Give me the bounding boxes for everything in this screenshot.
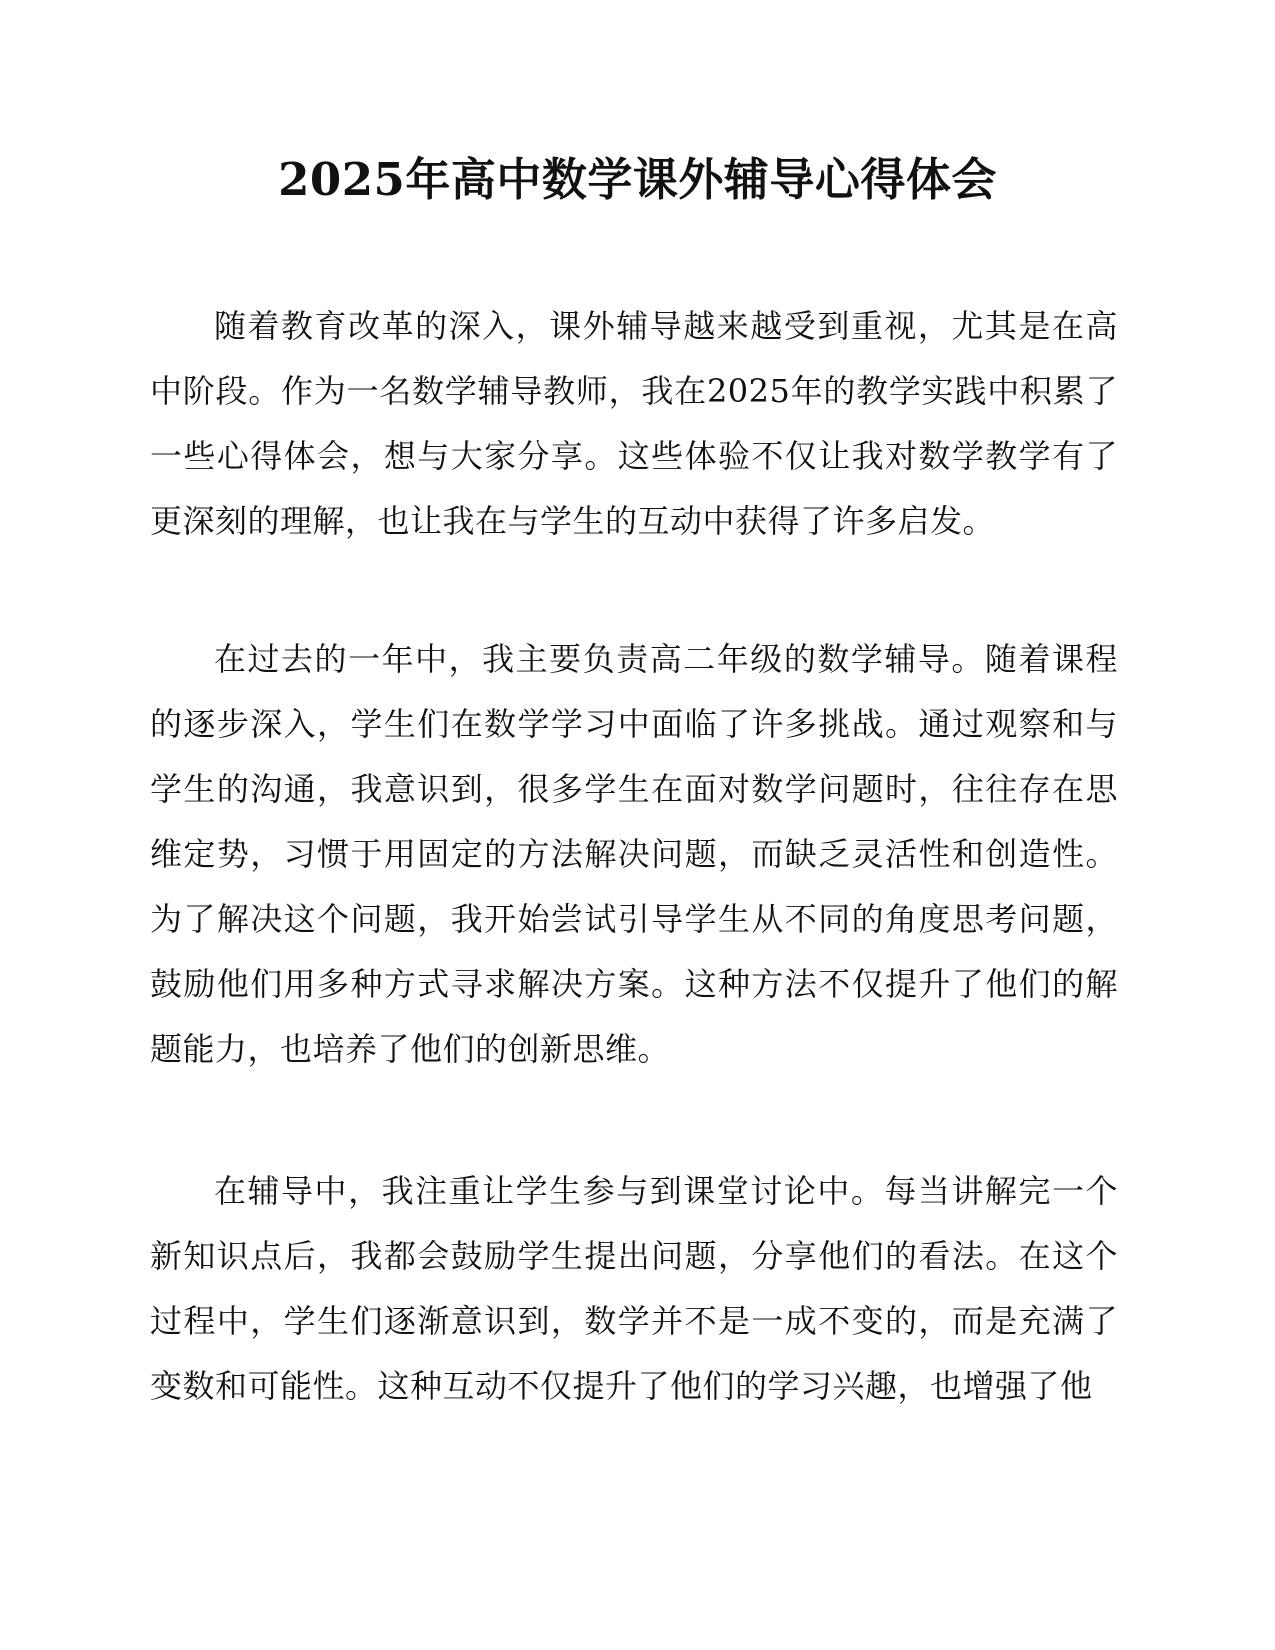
document-title: 2025年高中数学课外辅导心得体会 bbox=[278, 153, 997, 206]
paragraph-3: 在辅导中，我注重让学生参与到课堂讨论中。每当讲解完一个新知识点后，我都会鼓励学生提出问题，分享他们的看法。在这个过程中，学生们逐渐意识到，数学并不是一成不变的，而是充满了变数和可能性。这种互动不仅提升了他们的学习兴趣，也增强了他 bbox=[150, 1172, 1118, 1405]
paragraph-1: 随着教育改革的深入，课外辅导越来越受到重视，尤其是在高中阶段。作为一名数学辅导教师，我在2025年的教学实践中积累了一些心得体会，想与大家分享。这些体验不仅让我对数学教学有了更深刻的理解，也让我在与学生的互动中获得了许多启发。 bbox=[150, 307, 1118, 540]
paragraph-2: 在过去的一年中，我主要负责高二年级的数学辅导。随着课程的逐步深入，学生们在数学学习中面临了许多挑战。通过观察和与学生的沟通，我意识到，很多学生在面对数学问题时，往往存在思维定势，习惯于用固定的方法解决问题，而缺乏灵活性和创造性。为了解决这个问题，我开始尝试引导学生从不同的角度思考问题，鼓励他们用多种方式寻求解决方案。这种方法不仅提升了他们的解题能力，也培养了他们的创新思维。 bbox=[150, 640, 1118, 1068]
